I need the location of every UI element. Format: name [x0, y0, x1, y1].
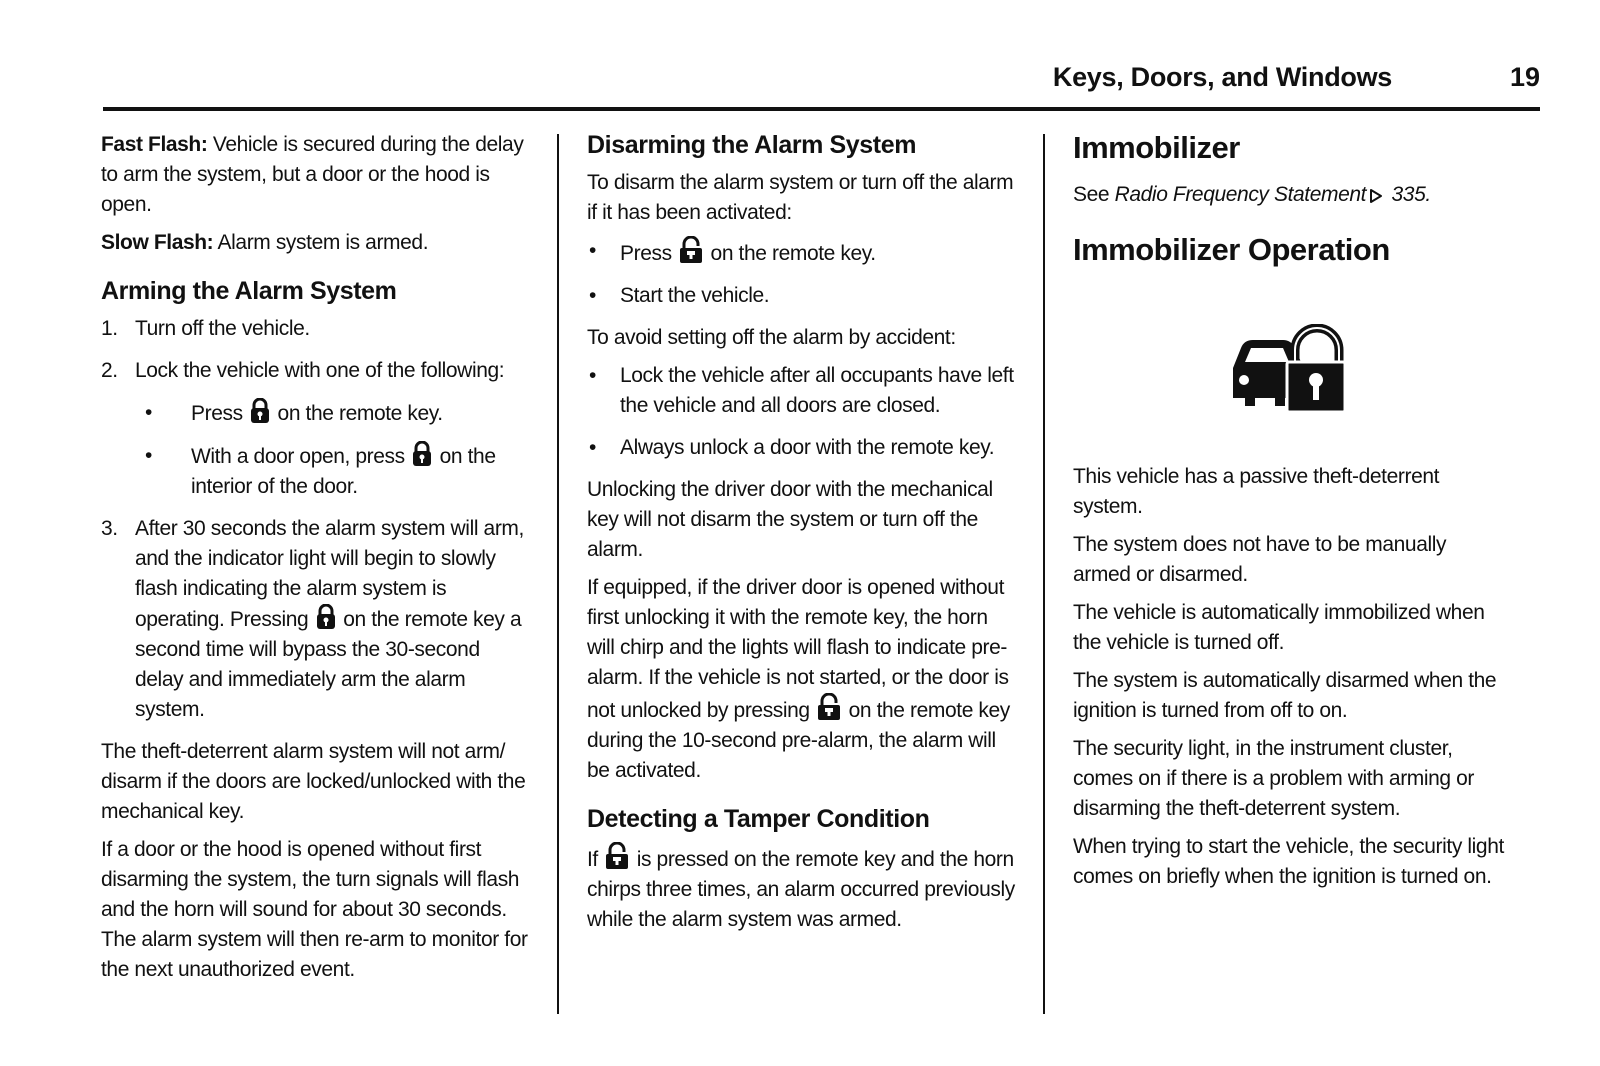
see-prefix: See: [1073, 183, 1115, 206]
bullet-text: Always unlock a door with the remote key.: [620, 436, 995, 459]
header-rule: [103, 107, 1540, 111]
bullet-item: [101, 441, 533, 502]
slow-flash-paragraph: [101, 228, 533, 258]
step-3: [101, 514, 533, 725]
step-text: After 30 seconds the alarm system will arm, and the indicator light will begin to slowly flash indicating the alarm system is operating. Pressing: [135, 517, 524, 631]
step-number: 1.: [101, 317, 118, 340]
bullet-item: [587, 361, 1019, 421]
step-number: 2.: [101, 359, 118, 382]
paragraph: The system is automatically disarmed when the ignition is turned from off to on.: [1073, 669, 1497, 722]
column-2: [587, 130, 1019, 943]
step-1: [101, 314, 533, 344]
paragraph-text: If: [587, 848, 604, 871]
bullet-text: Lock the vehicle after all occupants have left the vehicle and all doors are closed.: [620, 364, 1014, 417]
paragraph: If a door or the hood is opened without first disarming the system, the turn signals will flash and the horn will sound for about 30 seconds. The alarm system will then re-arm to monitor for the next unauthorized event.: [101, 838, 528, 981]
bullet-item: [587, 281, 1019, 311]
bullet-text: With a door open, press: [191, 445, 411, 468]
bullet-item: [587, 236, 1019, 269]
see-reference: [1073, 180, 1505, 210]
lock-icon: [250, 398, 270, 424]
paragraph: To avoid setting off the alarm by accident:: [587, 326, 956, 349]
paragraph: Unlocking the driver door with the mechanical key will not disarm the system or turn off the alarm.: [587, 478, 993, 561]
slow-flash-text: Alarm system is armed.: [213, 231, 429, 254]
paragraph: The vehicle is automatically immobilized when the vehicle is turned off.: [1073, 601, 1485, 654]
tamper-heading: Detecting a Tamper Condition: [587, 805, 930, 833]
car-security-lock-icon: [1231, 324, 1347, 416]
step-number: 3.: [101, 517, 118, 540]
bullet-dot: •: [589, 239, 596, 262]
unlock-icon: [605, 842, 629, 870]
slow-flash-label: Slow Flash:: [101, 231, 214, 254]
lock-icon: [316, 604, 336, 630]
bullet-text: on the remote key.: [272, 402, 443, 425]
bullet-dot: •: [589, 284, 596, 307]
fast-flash-paragraph: [101, 130, 533, 220]
unlock-icon: [679, 236, 703, 264]
paragraph-text: is pressed on the remote key and the horn chirps three times, an alarm occurred previously while the alarm system was armed.: [587, 848, 1015, 931]
bullet-dot: •: [589, 436, 596, 459]
paragraph: [587, 842, 1019, 935]
column-divider: [557, 134, 559, 1014]
bullet-text: Press: [191, 402, 249, 425]
bullet-dot: •: [145, 444, 152, 467]
page-number: 19: [1509, 62, 1540, 92]
lock-icon: [412, 441, 432, 467]
fast-flash-text: Vehicle is secured during the delay to arm the system, but a door or the hood is open.: [101, 133, 524, 216]
reference-page: 335.: [1386, 183, 1431, 206]
step-2: [101, 356, 533, 386]
disarm-heading: Disarming the Alarm System: [587, 131, 917, 159]
bullet-text: Press: [620, 242, 678, 265]
step-text: on the remote key a second time will bypass the 30-second delay and immediately arm the alarm system.: [135, 608, 522, 721]
section-title: Keys, Doors, and Windows: [1052, 62, 1392, 92]
paragraph: The theft-deterrent alarm system will not arm/ disarm if the doors are locked/unlocked with the mechanical key.: [101, 740, 526, 823]
column-3: [1073, 130, 1505, 900]
arming-heading: Arming the Alarm System: [101, 277, 397, 305]
column-divider: [1043, 134, 1045, 1014]
paragraph-text: If equipped, if the driver door is opened without first unlocking it with the remote key, the horn will chirp and the lights will flash to indicate pre-alarm. If the vehicle is not started, or the door is not unlocked by pressing: [587, 576, 1009, 722]
bullet-text: on the remote key.: [705, 242, 876, 265]
paragraph: When trying to start the vehicle, the security light comes on briefly when the ignition is turned on.: [1073, 835, 1504, 888]
step-text: Turn off the vehicle.: [135, 317, 310, 340]
reference-link[interactable]: Radio Frequency Statement: [1114, 183, 1367, 206]
paragraph: [587, 573, 1019, 786]
paragraph-text: on the remote key during the 10-second pre-alarm, the alarm will be activated.: [587, 699, 1010, 782]
bullet-dot: •: [145, 401, 152, 424]
bullet-text: on the interior of the door.: [191, 445, 496, 498]
operation-heading: Immobilizer Operation: [1073, 232, 1390, 267]
unlock-icon: [817, 693, 841, 721]
paragraph: This vehicle has a passive theft-deterrent system.: [1073, 465, 1440, 518]
paragraph: The security light, in the instrument cluster, comes on if there is a problem with arming or disarming the theft-deterrent system.: [1073, 737, 1475, 820]
bullet-item: [587, 433, 1019, 463]
arrow-right-icon: [1368, 187, 1384, 205]
step-text: Lock the vehicle with one of the following:: [135, 359, 505, 382]
paragraph: The system does not have to be manually armed or disarmed.: [1073, 533, 1447, 586]
paragraph: To disarm the alarm system or turn off the alarm if it has been activated:: [587, 171, 1014, 224]
bullet-item: [101, 398, 533, 429]
bullet-dot: •: [589, 364, 596, 387]
column-1: [101, 130, 533, 993]
fast-flash-label: Fast Flash:: [101, 133, 208, 156]
immobilizer-heading: Immobilizer: [1073, 130, 1240, 165]
bullet-text: Start the vehicle.: [620, 284, 770, 307]
